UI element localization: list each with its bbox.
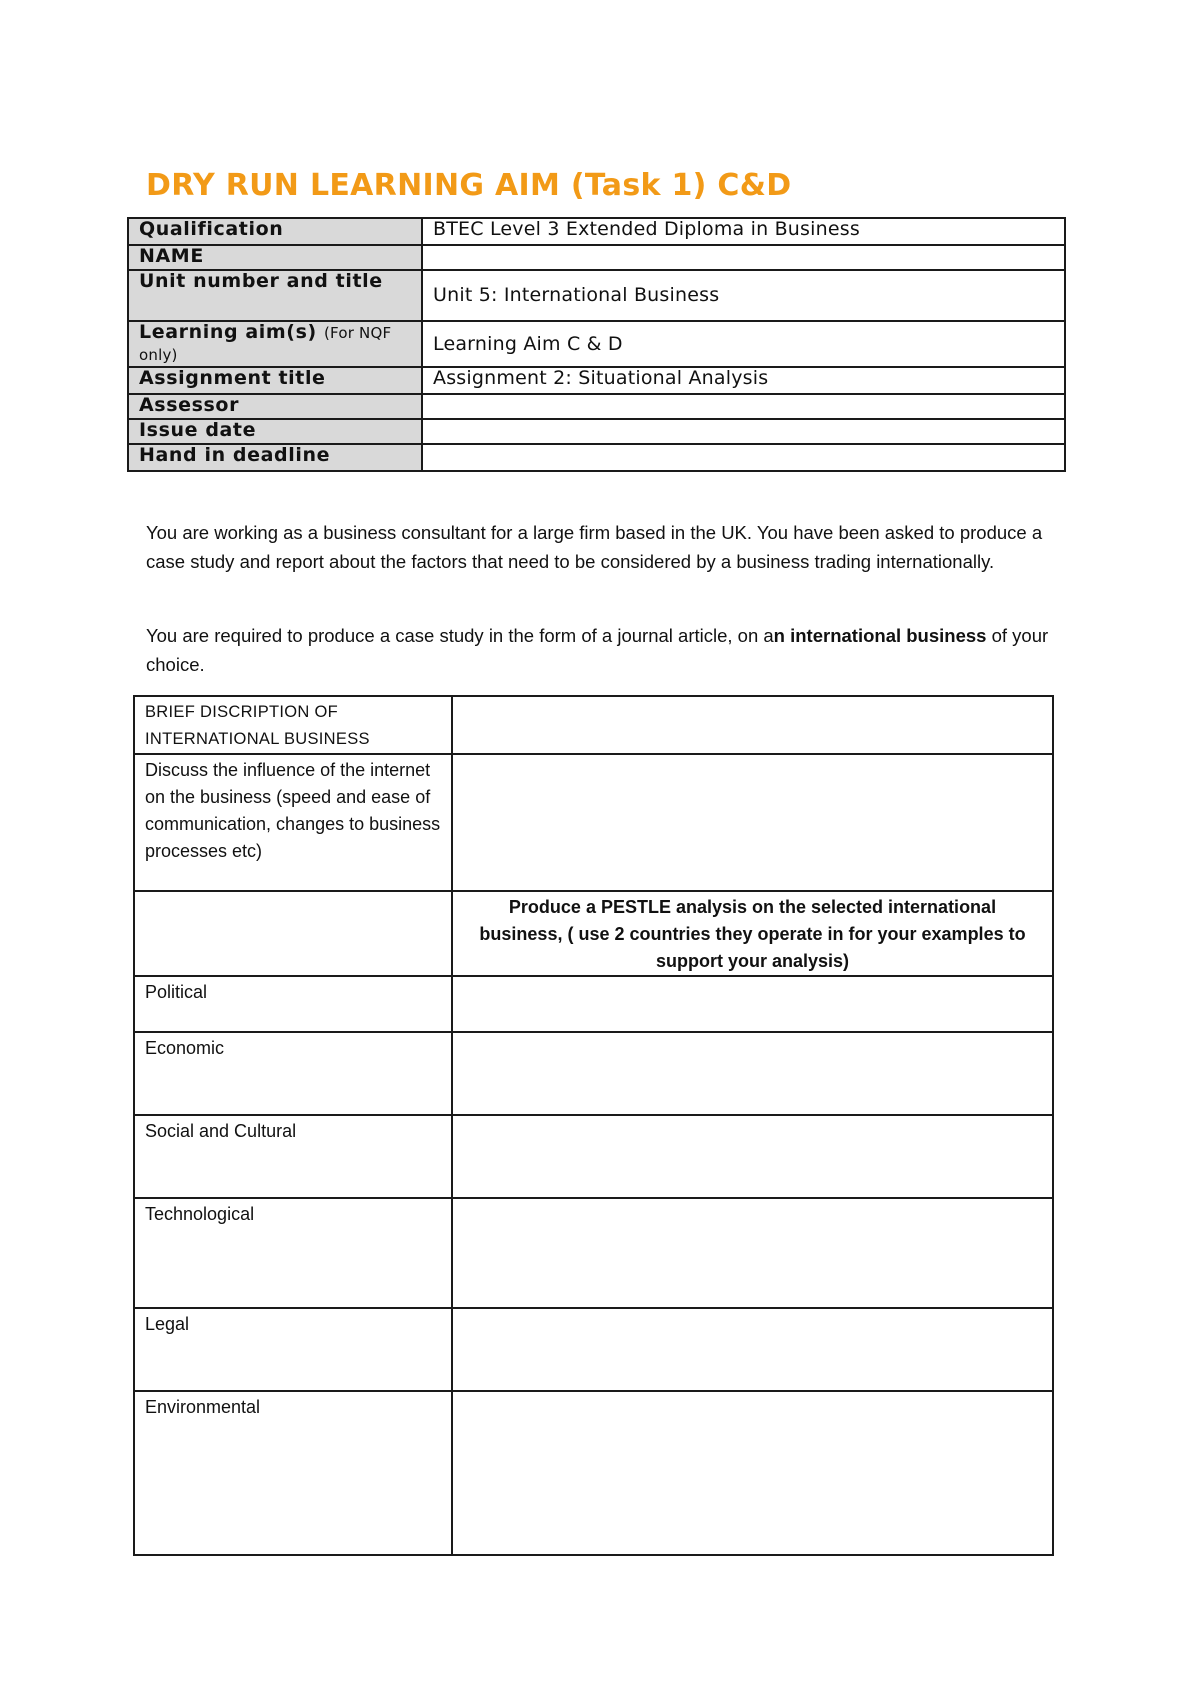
issue-date-row bbox=[128, 419, 1065, 444]
page-title: DRY RUN LEARNING AIM (Task 1) C&D bbox=[146, 168, 792, 203]
intro-paragraph-2-end: of your choice. bbox=[146, 625, 1049, 675]
pestle-row-technological bbox=[134, 1198, 1053, 1308]
pestle-answer-legal[interactable] bbox=[452, 1308, 1053, 1391]
assignment-title-row bbox=[128, 367, 1065, 394]
name-label: NAME bbox=[128, 245, 422, 270]
learning-aim-note: (For NQF only) bbox=[139, 324, 392, 364]
brief-description-answer[interactable] bbox=[452, 696, 1053, 754]
pestle-answer-economic[interactable] bbox=[452, 1032, 1053, 1115]
learning-aim-label-cell bbox=[128, 321, 422, 367]
pestle-answer-environmental[interactable] bbox=[452, 1391, 1053, 1555]
intro-paragraph-2 bbox=[146, 621, 1066, 679]
qualification-label: Qualification bbox=[128, 218, 422, 245]
pestle-row-political bbox=[134, 976, 1053, 1032]
assessor-label: Assessor bbox=[128, 394, 422, 419]
pestle-table bbox=[133, 695, 1054, 1556]
pestle-row-environmental bbox=[134, 1391, 1053, 1555]
assignment-title-label: Assignment title bbox=[128, 367, 422, 394]
learning-aim-label: Learning aim(s) bbox=[139, 321, 317, 343]
issue-date-label: Issue date bbox=[128, 419, 422, 444]
learning-aim-value: Learning Aim C & D bbox=[422, 321, 1065, 367]
pestle-row-legal bbox=[134, 1308, 1053, 1391]
learning-aim-row bbox=[128, 321, 1065, 367]
intro-paragraph-2-plain: You are required to produce a case study in the form of a journal article, on a bbox=[146, 625, 774, 646]
pestle-label-social: Social and Cultural bbox=[134, 1115, 452, 1198]
qualification-value: BTEC Level 3 Extended Diploma in Business bbox=[422, 218, 1065, 245]
assessor-row bbox=[128, 394, 1065, 419]
intro-paragraph-1: You are working as a business consultant for a large firm based in the UK. You have been asked to produce a case study and report about the factors that need to be considered by a business trading internationally. bbox=[146, 522, 1043, 572]
name-row bbox=[128, 245, 1065, 270]
pestle-label-environmental: Environmental bbox=[134, 1391, 452, 1555]
pestle-label-economic: Economic bbox=[134, 1032, 452, 1115]
pestle-answer-technological[interactable] bbox=[452, 1198, 1053, 1308]
pestle-header-row bbox=[134, 891, 1053, 976]
deadline-row bbox=[128, 444, 1065, 471]
pestle-label-political: Political bbox=[134, 976, 452, 1032]
pestle-row-social bbox=[134, 1115, 1053, 1198]
qualification-row bbox=[128, 218, 1065, 245]
pestle-answer-political[interactable] bbox=[452, 976, 1053, 1032]
internet-influence-label: Discuss the influence of the internet on the business (speed and ease of communication, changes to business processes etc) bbox=[134, 754, 452, 891]
pestle-answer-social[interactable] bbox=[452, 1115, 1053, 1198]
unit-label: Unit number and title bbox=[128, 270, 422, 321]
unit-row bbox=[128, 270, 1065, 321]
pestle-label-legal: Legal bbox=[134, 1308, 452, 1391]
assessor-value[interactable] bbox=[422, 394, 1065, 419]
internet-influence-row bbox=[134, 754, 1053, 891]
name-value[interactable] bbox=[422, 245, 1065, 270]
deadline-value[interactable] bbox=[422, 444, 1065, 471]
internet-influence-answer[interactable] bbox=[452, 754, 1053, 891]
pestle-header: Produce a PESTLE analysis on the selected international business, ( use 2 countries they operate in for your examples to support your analysis) bbox=[452, 891, 1053, 976]
brief-description-label: BRIEF DISCRIPTION OF INTERNATIONAL BUSINESS bbox=[134, 696, 452, 754]
pestle-row-economic bbox=[134, 1032, 1053, 1115]
issue-date-value[interactable] bbox=[422, 419, 1065, 444]
assignment-details-table bbox=[127, 217, 1066, 472]
pestle-header-blank bbox=[134, 891, 452, 976]
pestle-label-technological: Technological bbox=[134, 1198, 452, 1308]
brief-description-row bbox=[134, 696, 1053, 754]
deadline-label: Hand in deadline bbox=[128, 444, 422, 471]
intro-paragraph-2-bold: n international business bbox=[773, 625, 987, 646]
unit-value: Unit 5: International Business bbox=[422, 270, 1065, 321]
assignment-title-value: Assignment 2: Situational Analysis bbox=[422, 367, 1065, 394]
